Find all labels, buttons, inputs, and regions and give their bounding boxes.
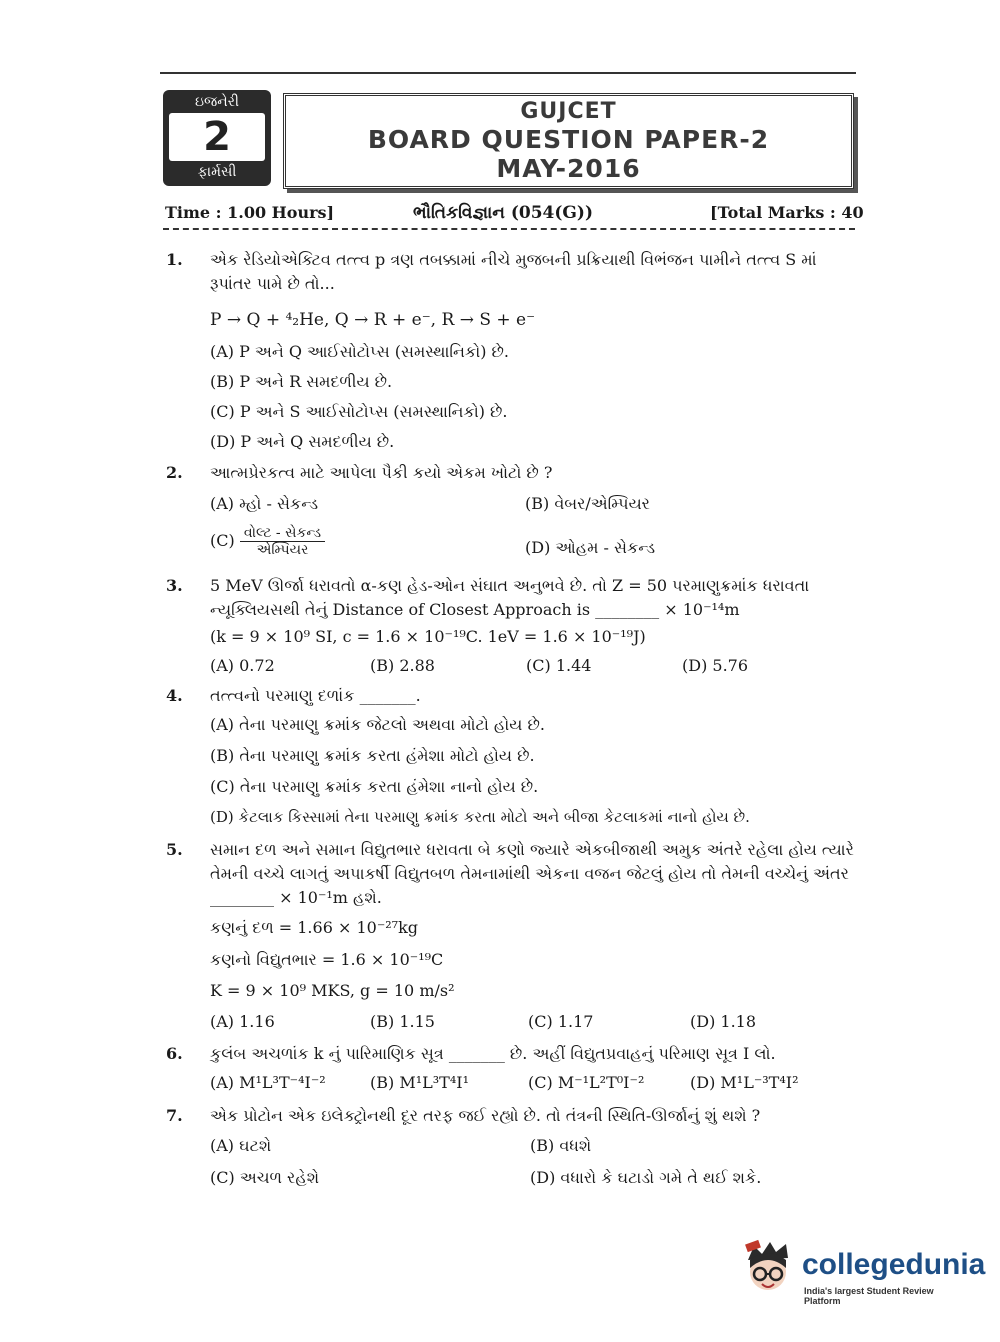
question-text: 5 MeV ઊર્જા ધરાવતો α-કણ હેડ-ઓન સંઘાત અનુભવે છે. તો Z = 50 પરમાણુક્રમાંક ધરાવતા ન્યૂક્લિયસથી તેનું Distance of Closest Approach is ________ × 10⁻¹⁴m <box>210 576 810 619</box>
top-rule <box>160 72 856 74</box>
option-d: (D) M¹L⁻³T⁴I² <box>690 1073 799 1092</box>
option-c: (C) 1.17 <box>528 1012 594 1031</box>
title-box <box>283 93 854 189</box>
subject-title: ભૌતિકવિજ્ઞાન (054(G)) <box>413 203 593 223</box>
option-d: (D) P અને Q સમદળીય છે. <box>210 432 395 451</box>
question-text: તત્ત્વનો પરમાણુ દળાંક _______. <box>210 686 421 705</box>
question-text: કુલંબ અચળાંક k નું પારિમાણિક સૂત્ર _______ છે. અહીં વિદ્યુતપ્રવાહનું પરિમાણ સૂત્ર I લો. <box>210 1044 776 1063</box>
question-constants: (k = 9 × 10⁹ SI, c = 1.6 × 10⁻¹⁹C. 1eV = 1.6 × 10⁻¹⁹J) <box>210 627 646 646</box>
question-number: 6. <box>166 1044 183 1063</box>
option-d: (D) ઓહમ - સેકન્ડ <box>525 538 656 557</box>
option-c: (C) અચળ રહેશે <box>210 1168 320 1187</box>
total-marks: [Total Marks : 40 <box>710 203 864 222</box>
option-d: (D) 5.76 <box>682 656 749 675</box>
option-b: (B) 1.15 <box>370 1012 435 1031</box>
fraction-denominator: એમ્પિયર <box>256 542 309 558</box>
option-b: (B) P અને R સમદળીય છે. <box>210 372 393 391</box>
brand-name: collegedunia <box>802 1248 986 1281</box>
question-number: 5. <box>166 840 183 859</box>
question-number: 2. <box>166 463 183 482</box>
badge-engineering-label: ઇજનેરી <box>195 94 239 110</box>
question-number: 3. <box>166 576 183 595</box>
paper-date: MAY-2016 <box>496 154 641 183</box>
given-charge: કણનો વિદ્યુતભાર = 1.6 × 10⁻¹⁹C <box>210 950 444 969</box>
badge-pharmacy-label: ફાર્મસી <box>197 164 237 180</box>
option-b: (B) વેબર/એમ્પિયર <box>525 494 650 513</box>
question-number: 1. <box>166 250 183 269</box>
option-c: (C) 1.44 <box>526 656 592 675</box>
mascot-icon <box>740 1238 800 1302</box>
option-c: (C) તેના પરમાણુ ક્રમાંક કરતા હંમેશા નાનો હોય છે. <box>210 777 539 796</box>
question-number: 7. <box>166 1106 183 1125</box>
option-c-label: (C) <box>210 531 235 550</box>
given-constants: K = 9 × 10⁹ MKS, g = 10 m/s² <box>210 981 455 1000</box>
paper-number-badge <box>163 90 271 186</box>
option-b: (B) 2.88 <box>370 656 435 675</box>
option-b: (B) M¹L³T⁴I¹ <box>370 1073 469 1092</box>
question-number: 4. <box>166 686 183 705</box>
header-divider <box>163 228 855 230</box>
question-text: આત્મપ્રેરકત્વ માટે આપેલા પૈકી કયો એકમ ખોટો છે ? <box>210 463 553 482</box>
time-info: Time : 1.00 Hours] <box>165 203 335 222</box>
brand-tagline: India's largest Student Review Platform <box>804 1286 934 1306</box>
collegedunia-logo[interactable] <box>740 1238 986 1308</box>
option-c: (C) M⁻¹L²T⁰I⁻² <box>528 1073 645 1092</box>
option-a: (A) મ્હો - સેકન્ડ <box>210 494 319 513</box>
question-text: સમાન દળ અને સમાન વિદ્યુતભાર ધરાવતા બે કણો જ્યારે એકબીજાથી અમુક અંતરે રહેલા હોય ત્યારે તેમની વચ્ચે લાગતું અપાકર્ષી વિદ્યુતબળ તેમનામાંથી એકના વજન જેટલું હોય તો તેમની વચ્ચેનું અંતર ________ × 10⁻¹m હશે. <box>210 840 854 907</box>
option-d: (D) 1.18 <box>690 1012 757 1031</box>
option-a: (A) M¹L³T⁻⁴I⁻² <box>210 1073 326 1092</box>
option-b: (B) વધશે <box>530 1136 592 1155</box>
option-c <box>210 525 325 558</box>
fraction-numerator: વોલ્ટ - સેકન્ડ <box>240 525 325 542</box>
option-a: (A) 1.16 <box>210 1012 275 1031</box>
option-a: (A) ઘટશે <box>210 1136 272 1155</box>
exam-name: GUJCET <box>520 99 617 124</box>
question-text: એક રેડિયોએક્ટિવ તત્ત્વ p ત્રણ તબક્કામાં નીચે મુજબની પ્રક્રિયાથી વિભંજન પામીને તત્ત્વ S માં રૂપાંતર પામે છે તો... <box>210 250 817 293</box>
option-d: (D) વધારો કે ઘટાડો ગમે તે થઈ શકે. <box>530 1168 762 1187</box>
question-equation: P → Q + ⁴₂He, Q → R + e⁻, R → S + e⁻ <box>210 310 536 330</box>
question-text: એક પ્રોટોન એક ઇલેક્ટ્રોનથી દૂર તરફ જઈ રહ્યો છે. તો તંત્રની સ્થિતિ-ઊર્જાનું શું થશે ? <box>210 1106 761 1125</box>
option-a: (A) તેના પરમાણુ ક્રમાંક જેટલો અથવા મોટો હોય છે. <box>210 715 545 734</box>
paper-title: BOARD QUESTION PAPER-2 <box>367 125 770 154</box>
option-b: (B) તેના પરમાણુ ક્રમાંક કરતા હંમેશા મોટો હોય છે. <box>210 746 535 765</box>
option-c: (C) P અને S આઈસોટોપ્સ (સમસ્થાનિકો) છે. <box>210 402 508 421</box>
option-a: (A) 0.72 <box>210 656 275 675</box>
option-c-fraction <box>240 525 325 558</box>
option-d: (D) કેટલાક કિસ્સામાં તેના પરમાણુ ક્રમાંક કરતા મોટો અને બીજા કેટલાકમાં નાનો હોય છે. <box>210 808 750 826</box>
given-mass: કણનું દળ = 1.66 × 10⁻²⁷kg <box>210 918 419 937</box>
option-a: (A) P અને Q આઈસોટોપ્સ (સમસ્થાનિકો) છે. <box>210 342 509 361</box>
badge-number: 2 <box>169 113 265 161</box>
